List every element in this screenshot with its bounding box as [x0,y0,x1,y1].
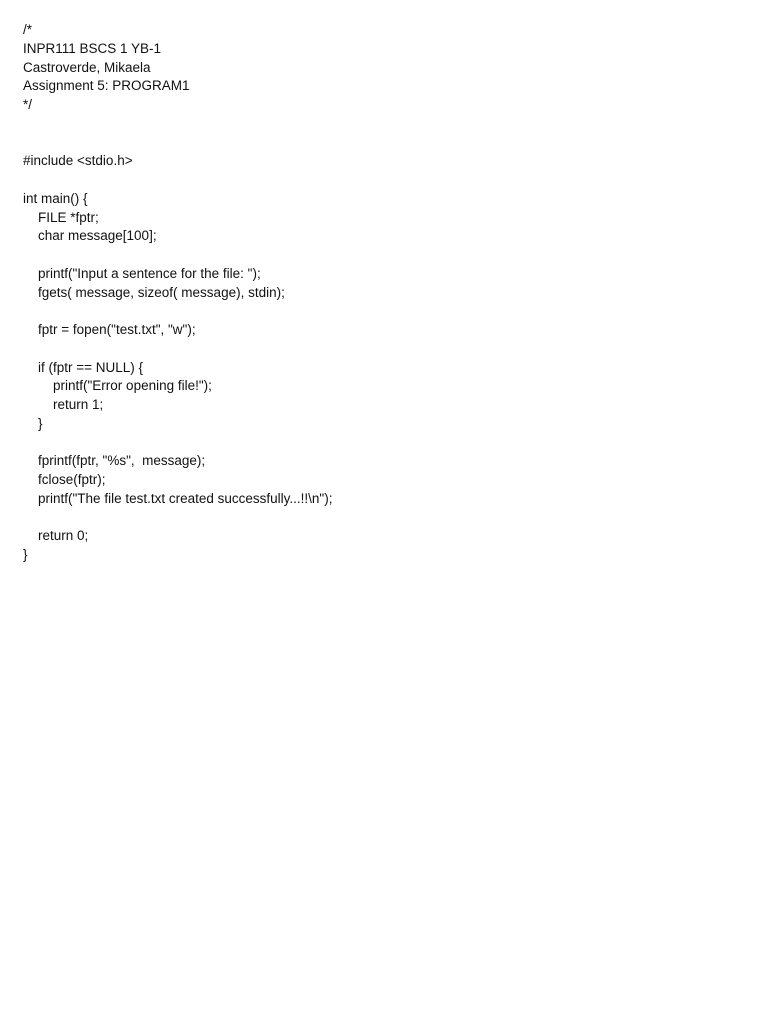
code-line: char message[100]; [23,228,157,244]
code-line: printf("Error opening file!"); [23,378,212,394]
code-line [23,340,332,359]
code-line: Castroverde, Mikaela [23,59,151,75]
code-line: FILE *fptr; [23,209,99,225]
code-line: } [23,547,28,562]
code-line [23,434,332,453]
code-line: */ [23,97,33,112]
code-line: Assignment 5: PROGRAM1 [23,78,190,94]
code-line [23,134,332,153]
code-line: if (fptr == NULL) { [23,359,144,375]
code-line [23,302,332,321]
code-line: printf("The file test.txt created successfully...!!\n"); [23,490,333,506]
code-line: return 0; [23,528,89,544]
code-line: INPR111 BSCS 1 YB-1 [23,40,162,56]
code-line: fclose(fptr); [23,472,106,487]
code-line: return 1; [23,397,104,412]
code-line: fprintf(fptr, "%s", message); [23,453,206,469]
code-line: /* [23,22,33,37]
code-line: printf("Input a sentence for the file: "); [23,265,261,281]
code-line: fptr = fopen("test.txt", "w"); [23,322,196,337]
code-line [23,246,332,265]
code-line: } [23,415,43,431]
code-line: #include <stdio.h> [23,153,133,169]
code-line [23,509,332,528]
code-line [23,115,332,134]
code-line: int main() { [23,190,88,206]
code-line [23,171,332,190]
code-line: fgets( message, sizeof( message), stdin); [23,284,285,300]
document-body [23,21,332,565]
